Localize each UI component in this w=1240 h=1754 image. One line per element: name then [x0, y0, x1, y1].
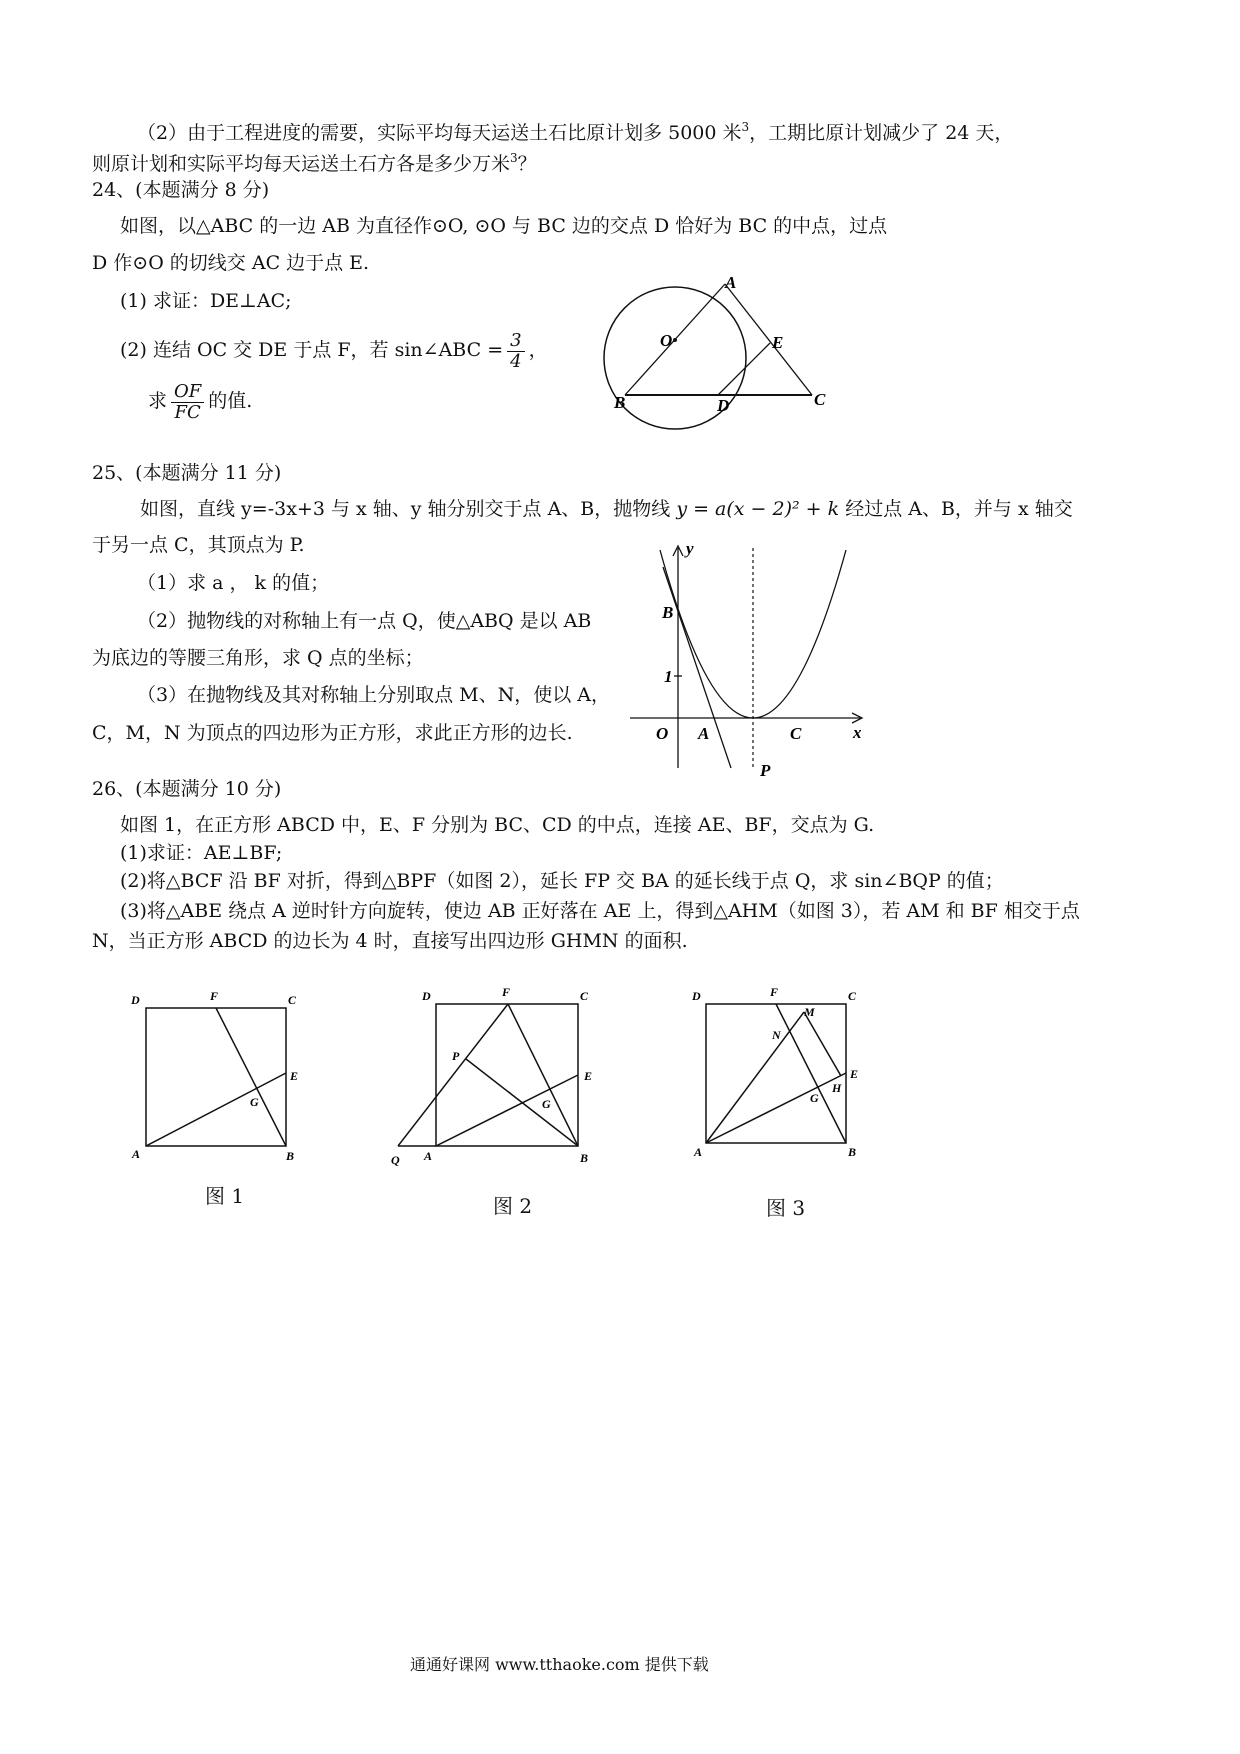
square-abcd [146, 1008, 286, 1146]
center-o-dot [673, 338, 677, 342]
q24-circle-figure [600, 268, 840, 418]
label-e: E [290, 1069, 299, 1083]
label-n: N [772, 1028, 781, 1042]
label-c: C [814, 390, 826, 409]
q26-part3-b: N，当正方形 ABCD 的边长为 4 时，直接写出四边形 GHMN 的面积. [92, 930, 688, 952]
q23-part2-line2 [92, 145, 537, 177]
q24-part2-pre: (2) 连结 OC 交 DE 于点 F，若 sin∠ABC = [120, 339, 504, 361]
segment-am [706, 1012, 804, 1143]
q26-part3-a: (3)将△ABE 绕点 A 逆时针方向旋转，使边 AB 正好落在 AE 上，得到△AHM（如图 3），若 AM 和 BF 相交于点 [120, 900, 1080, 922]
q23-sup3b: 3 [510, 151, 518, 165]
label-d: D [692, 989, 701, 1003]
q26-figure-1 [128, 988, 308, 1163]
q26-figure-3 [686, 984, 876, 1164]
q25-part2-b: 为底边的等腰三角形，求 Q 点的坐标； [92, 647, 424, 669]
square-abcd [436, 1004, 578, 1146]
label-f: F [210, 989, 219, 1003]
q24-intro-2: D 作⊙O 的切线交 AC 边于点 E. [92, 252, 370, 274]
segment-mh [804, 1012, 841, 1076]
q23-part2-c: 则原计划和实际平均每天运送土石方各是多少万米 [92, 153, 511, 175]
label-e: E [584, 1069, 593, 1083]
q24-header: 24、(本题满分 8 分) [92, 179, 270, 201]
label-p: P [760, 761, 771, 780]
label-a: A [132, 1147, 141, 1161]
label-a: A [698, 724, 710, 743]
label-g: G [810, 1091, 819, 1105]
label-d: D [422, 989, 431, 1003]
q24-part2: (2) 连结 OC 交 DE 于点 F，若 sin∠ABC = $\frac{3}{4}$ ， [120, 329, 548, 372]
label-a: A [424, 1149, 433, 1163]
q25-part3-b: C，M，N 为顶点的四边形为正方形，求此正方形的边长. [92, 722, 573, 744]
q23-part2-line1 [137, 114, 1013, 146]
label-b: B [662, 603, 674, 622]
q24-ratio-fraction: $\frac{OF}{FC}$ [171, 382, 204, 423]
label-b: B [614, 393, 626, 412]
label-a: A [694, 1145, 703, 1159]
label-e: E [772, 333, 784, 352]
label-q: Q [391, 1153, 400, 1167]
label-h: H [832, 1081, 842, 1095]
q24-sin-fraction: $\frac{3}{4}$ [507, 331, 524, 372]
segment-fb [508, 1004, 578, 1146]
q25-part1: （1）求 a ， k 的值； [137, 572, 330, 594]
q25-parabola-graph [620, 540, 880, 790]
q23-part2-b: ，工期比原计划减少了 24 天， [749, 122, 1014, 144]
label-c: C [580, 989, 589, 1003]
q24-ask: 求 $\frac{OF}{FC}$ 的值. [148, 380, 253, 423]
tangent-de [718, 343, 770, 395]
q25-intro-2: 于另一点 C，其顶点为 P. [92, 534, 305, 556]
q26-fig3-caption: 图 3 [766, 1196, 806, 1220]
q25-intro-1: 如图，直线 y=-3x+3 与 x 轴、y 轴分别交于点 A、B，抛物线 y = a(x − 2)² + k 经过点 A、B，并与 x 轴交 [140, 498, 1073, 520]
q25-part2-a: （2）抛物线的对称轴上有一点 Q，使△ABQ 是以 AB [137, 610, 592, 632]
q23-sup3: 3 [741, 120, 750, 134]
label-b: B [580, 1151, 589, 1165]
label-x: x [853, 723, 862, 742]
segment-qf [398, 1004, 508, 1146]
q23-part2-a: （2）由于工程进度的需要，实际平均每天运送土石比原计划多 5000 米 [137, 122, 742, 144]
segment-ae [706, 1073, 846, 1143]
label-p: P [452, 1049, 460, 1063]
q26-part1: (1)求证：AE⊥BF; [120, 842, 283, 864]
label-c: C [848, 989, 857, 1003]
label-g: G [250, 1095, 259, 1109]
label-m: M [804, 1005, 815, 1019]
line-y-eq-neg3x-plus3 [663, 567, 731, 768]
segment-ae [146, 1073, 286, 1146]
q23-part2-d: ？ [517, 153, 537, 175]
q26-fig2-caption: 图 2 [493, 1194, 533, 1218]
label-y: y [686, 539, 694, 558]
segment-ae [436, 1075, 578, 1146]
label-b: B [286, 1149, 295, 1163]
q25-header: 25、(本题满分 11 分) [92, 462, 282, 484]
label-g: G [542, 1097, 551, 1111]
segment-ac [725, 284, 812, 395]
q26-figure-2 [388, 984, 598, 1167]
q26-intro: 如图 1，在正方形 ABCD 中，E、F 分别为 BC、CD 的中点，连接 AE、BF，交点为 G. [120, 814, 875, 836]
q24-intro-1: 如图，以△ABC 的一边 AB 为直径作⊙O, ⊙O 与 BC 边的交点 D 恰好为 BC 的中点，过点 [120, 215, 888, 237]
q26-header: 26、(本题满分 10 分) [92, 778, 282, 800]
label-e: E [850, 1067, 859, 1081]
label-a: A [725, 273, 737, 292]
label-c: C [790, 724, 802, 743]
label-c: C [288, 993, 297, 1007]
q25-part3-a: （3）在抛物线及其对称轴上分别取点 M、N，使以 A， [137, 684, 610, 706]
label-o: O [656, 724, 669, 743]
square-abcd [706, 1004, 846, 1143]
q26-part2: (2)将△BCF 沿 BF 对折，得到△BPF（如图 2），延长 FP 交 BA 的延长线于点 Q，求 sin∠BQP 的值； [120, 870, 1004, 892]
q26-fig1-caption: 图 1 [205, 1184, 245, 1208]
label-one: 1 [664, 667, 673, 686]
label-b: B [848, 1145, 857, 1159]
label-f: F [502, 985, 511, 999]
label-f: F [770, 985, 779, 999]
page-footer: 通通好课网 www.tthaoke.com 提供下载 [410, 1655, 709, 1674]
label-d: D [131, 993, 140, 1007]
q24-part1: (1) 求证：DE⊥AC; [120, 290, 292, 312]
label-o: O [660, 331, 673, 350]
label-d: D [717, 396, 730, 415]
q25-formula: y = a(x − 2)² + k [676, 498, 840, 520]
segment-bf [216, 1008, 286, 1146]
